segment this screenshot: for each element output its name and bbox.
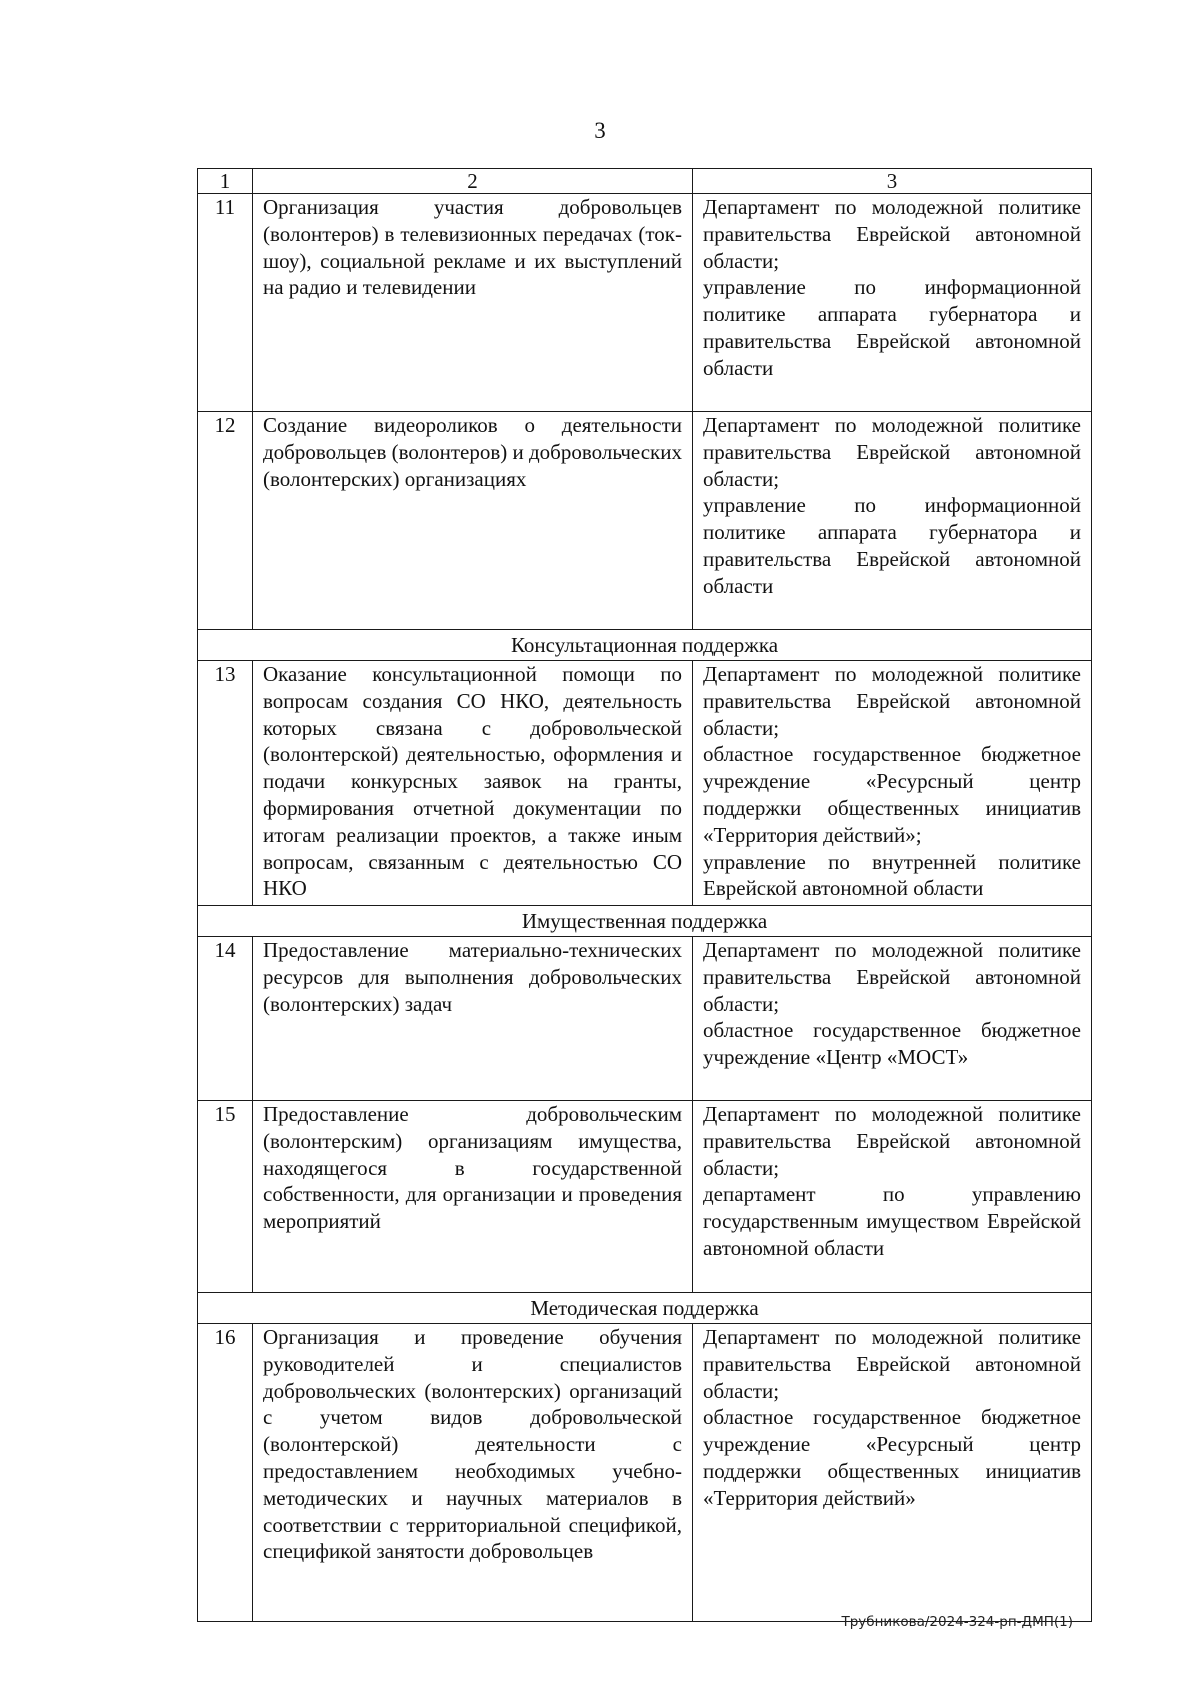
measure-cell: Предоставление материально-технических ресурсов для выполнения добровольческих (волонтерских) задач [253,937,693,1101]
table-row [198,412,1092,630]
responsible-entry: областное государственное бюджетное учреждение «Ресурсный центр поддержки общественных инициатив «Территория действий»; [703,742,1081,847]
section-row [198,1293,1092,1324]
responsible-cell [693,412,1092,630]
table-row [198,1324,1092,1622]
responsible-entry: Департамент по молодежной политике правительства Еврейской автономной области; [703,662,1081,740]
header-row [198,169,1092,194]
section-row [198,630,1092,661]
responsible-entry: Департамент по молодежной политике правительства Еврейской автономной области; [703,1102,1081,1180]
row-number: 12 [198,412,253,630]
table-row [198,1101,1092,1293]
responsible-cell [693,1101,1092,1293]
table-row [198,194,1092,412]
row-number: 14 [198,937,253,1101]
measure-cell: Создание видеороликов о деятельности добровольцев (волонтеров) и добровольческих (волонтерских) организациях [253,412,693,630]
responsible-entry: областное государственное бюджетное учреждение «Ресурсный центр поддержки общественных инициатив «Территория действий» [703,1405,1081,1510]
row-number: 13 [198,661,253,906]
column-header-responsible: 3 [693,169,1092,194]
measure-cell: Организация и проведение обучения руководителей и специалистов добровольческих (волонтерских) организаций с учетом видов добровольческой (волонтерской) деятельности с предоставлением необходимых учебно-методических и научных материалов в соответствии с территориальной спецификой, спецификой занятости добровольцев [253,1324,693,1622]
row-number: 15 [198,1101,253,1293]
responsible-entry: Департамент по молодежной политике правительства Еврейской автономной области; [703,413,1081,491]
row-number: 16 [198,1324,253,1622]
measure-cell: Организация участия добровольцев (волонтеров) в телевизионных передачах (ток-шоу), социальной рекламе и их выступлений на радио и телевидении [253,194,693,412]
responsible-entry: управление по информационной политике аппарата губернатора и правительства Еврейской автономной области [703,275,1081,380]
measure-cell: Оказание консультационной помощи по вопросам создания СО НКО, деятельность которых связана с добровольческой (волонтерской) деятельностью, оформления и подачи конкурсных заявок на гранты, формирования отчетной документации по итогам реализации проектов, а также иным вопросам, связанным с деятельностью СО НКО [253,661,693,906]
row-number: 11 [198,194,253,412]
column-header-measure: 2 [253,169,693,194]
section-row [198,906,1092,937]
section-title: Имущественная поддержка [198,906,1092,937]
section-title: Консультационная поддержка [198,630,1092,661]
measure-cell: Предоставление добровольческим (волонтерским) организациям имущества, находящегося в государственной собственности, для организации и проведения мероприятий [253,1101,693,1293]
responsible-entry: департамент по управлению государственным имуществом Еврейской автономной области [703,1182,1081,1260]
table-row [198,937,1092,1101]
responsible-cell [693,937,1092,1101]
responsible-entry: Департамент по молодежной политике правительства Еврейской автономной области; [703,938,1081,1016]
responsible-cell [693,194,1092,412]
responsible-entry: Департамент по молодежной политике правительства Еврейской автономной области; [703,195,1081,273]
responsible-entry: управление по информационной политике аппарата губернатора и правительства Еврейской автономной области [703,493,1081,598]
responsible-entry: управление по внутренней политике Еврейской автономной области [703,849,1081,901]
table-row [198,661,1092,906]
responsible-entry: областное государственное бюджетное учреждение «Центр «МОСТ» [703,1018,1081,1070]
page-number: 3 [594,118,606,143]
responsible-entry: Департамент по молодежной политике правительства Еврейской автономной области; [703,1325,1081,1403]
measures-table [197,168,1092,1622]
column-header-number: 1 [198,169,253,194]
responsible-cell [693,1324,1092,1622]
responsible-cell [693,661,1092,906]
document-footer-code: Трубникова/2024-324-рп-ДМП(1) [841,1614,1073,1630]
section-title: Методическая поддержка [198,1293,1092,1324]
